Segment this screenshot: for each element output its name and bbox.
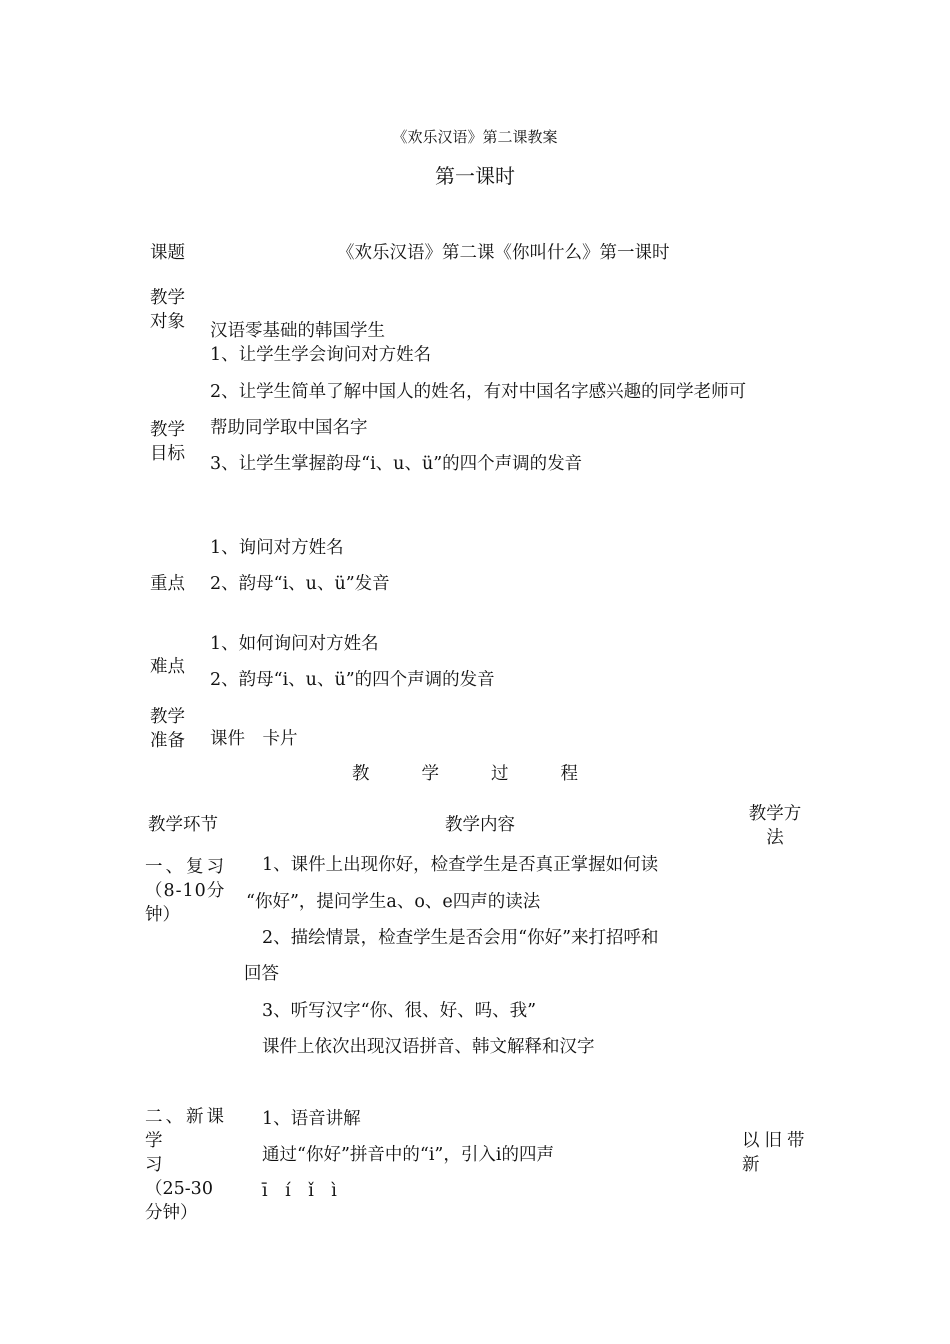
goals-label xyxy=(150,418,185,466)
column-method-header xyxy=(745,802,805,850)
audience-value: 汉语零基础的韩国学生 xyxy=(210,321,385,341)
prep-label-line1: 教学 xyxy=(150,707,185,727)
method-line1: 以旧带 xyxy=(742,1131,810,1151)
key-points-label: 重点 xyxy=(150,574,185,594)
goal-item: 1、让学生学会询问对方姓名 xyxy=(210,345,432,365)
column-method-header-line2: 法 xyxy=(766,828,784,848)
content-line: 回答 xyxy=(244,964,279,984)
stage-new-lesson xyxy=(145,1105,230,1225)
content-line: 1、语音讲解 xyxy=(262,1109,361,1129)
content-line: 2、描绘情景，检查学生是否会用“你好”来打招呼和 xyxy=(262,928,659,948)
process-title: 教学过程 xyxy=(352,764,630,784)
method-line2: 新 xyxy=(742,1155,760,1175)
content-line: 3、听写汉字“你、很、好、吗、我” xyxy=(262,1001,537,1021)
stage-new-lesson-line1: 二、新课 xyxy=(145,1107,227,1127)
audience-label-line1: 教学 xyxy=(150,288,185,308)
document-header-title: 《欢乐汉语》第二课教案 xyxy=(392,128,558,146)
goal-item: 帮助同学取中国名字 xyxy=(210,418,368,438)
topic-value: 《欢乐汉语》第二课《你叫什么》第一课时 xyxy=(337,243,670,263)
key-point-item: 2、韵母“i、u、ü”发音 xyxy=(210,574,390,594)
content-line: “你好”，提问学生a、o、e四声的读法 xyxy=(246,892,541,912)
content-line: ī í ǐ ì xyxy=(262,1181,337,1201)
goal-item: 3、让学生掌握韵母“i、u、ü”的四个声调的发音 xyxy=(210,454,583,474)
column-stage-header: 教学环节 xyxy=(148,815,218,835)
goal-item: 2、让学生简单了解中国人的姓名，有对中国名字感兴趣的同学老师可 xyxy=(210,382,747,402)
difficulty-item: 1、如何询问对方姓名 xyxy=(210,634,379,654)
prep-value: 课件 卡片 xyxy=(210,729,298,749)
column-content-header: 教学内容 xyxy=(445,815,515,835)
difficulty-label: 难点 xyxy=(150,657,185,677)
difficulty-item: 2、韵母“i、u、ü”的四个声调的发音 xyxy=(210,670,495,690)
audience-label xyxy=(150,286,185,334)
content-line: 通过“你好”拼音中的“i”，引入i的四声 xyxy=(262,1145,554,1165)
stage-review xyxy=(145,855,227,927)
document-subtitle: 第一课时 xyxy=(435,164,515,188)
content-line: 1、课件上出现你好，检查学生是否真正掌握如何读 xyxy=(262,855,659,875)
stage-review-line2: （8-10分 xyxy=(145,881,226,901)
key-point-item: 1、询问对方姓名 xyxy=(210,538,344,558)
content-line: 课件上依次出现汉语拼音、韩文解释和汉字 xyxy=(262,1037,595,1057)
stage-review-line3: 钟） xyxy=(145,905,180,925)
method-review-to-new xyxy=(742,1129,810,1177)
stage-new-lesson-line2: 学习 xyxy=(145,1131,207,1175)
stage-new-lesson-line3: （25-30 xyxy=(145,1179,213,1199)
topic-label: 课题 xyxy=(150,243,185,263)
prep-label xyxy=(150,705,185,753)
prep-label-line2: 准备 xyxy=(150,731,185,751)
column-method-header-line1: 教学方 xyxy=(748,804,802,824)
stage-new-lesson-line4: 分钟） xyxy=(145,1203,198,1223)
stage-review-line1: 一、复习 xyxy=(145,857,227,877)
audience-label-line2: 对象 xyxy=(150,312,185,332)
goals-label-line2: 目标 xyxy=(150,444,185,464)
goals-label-line1: 教学 xyxy=(150,420,185,440)
